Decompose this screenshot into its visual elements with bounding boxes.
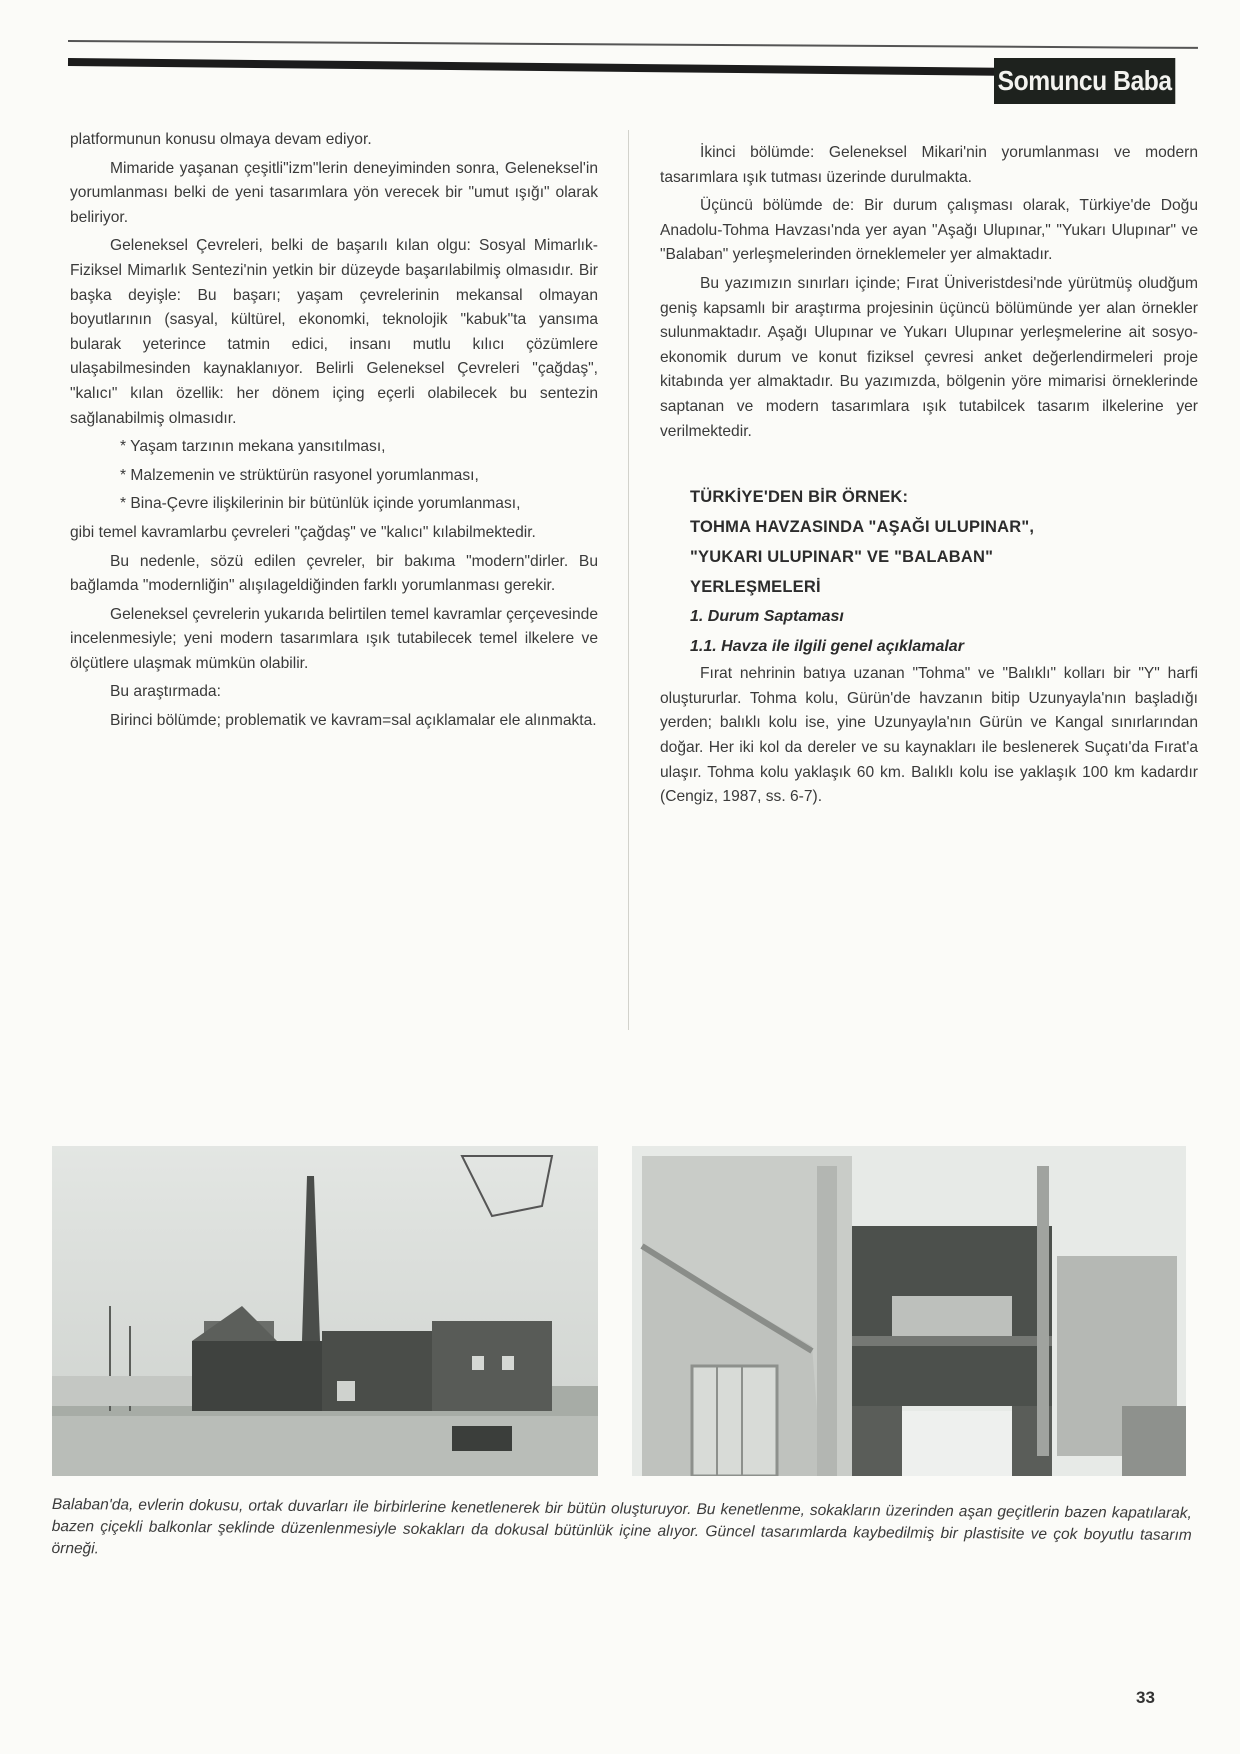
heading-line: TOHMA HAVZASINDA "AŞAĞI ULUPINAR", [690, 518, 1035, 537]
heading-line: TÜRKİYE'DEN BİR ÖRNEK: [690, 488, 909, 507]
paragraph: Geleneksel Çevreleri, belki de başarılı kılan olgu: Sosyal Mimarlık-Fiziksel Mimarlık Sentezi'nin yetkin bir düzeyde başarılabilmiş olmasıdır. Bir başka deyişle: Bu başarı; yaşam çevrelerinin mekansal olmayan boyutlarının (sasyal, kültürel, ekonomki, teknolojik "kabuk"ta yansıma bularak yeterince tatmin edici, insanı mutlu kılıcı çözümlere ulaşabilmesinden kaynaklanıyor. Belirli Geleneksel Çevreleri "çağdaş", "kalıcı" kılan özellik: her dönem içing eçerli olabilecek bu sentezin sağlanabilmiş olmasıdır. [70, 237, 598, 427]
paragraph: gibi temel kavramlarbu çevreleri "çağdaş" ve "kalıcı" kılabilmektedir. [70, 523, 536, 541]
passage-photo-illustration [632, 1146, 1186, 1476]
paragraph: Fırat nehrinin batıya uzanan "Tohma" ve "Balıklı" kolları bir "Y" harfi oluştururlar. Tohma kolu, Gürün'de havzanın bitip Uzunyayla'nın başladığı yerden; balıklı kolu ise, yine Uzunyayla'nın Gürün ve Kangal sınırlarından doğar. Her iki kol da dereler ve su kaynakları ile beslenerek Suçatı'da Fırat'a ulaşır. Tohma kolu yaklaşık 60 km. Balıklı kolu ise yaklaşık 100 km kadardır (Cengiz, 1987, ss. 6-7). [660, 665, 1198, 806]
subheading: 1.1. Havza ile ilgili genel açıklamalar [690, 638, 964, 656]
section-heading [660, 482, 1198, 662]
paragraph: Bu araştırmada: [110, 683, 221, 701]
bullet-item: * Yaşam tarzının mekana yansıtılması, [120, 438, 386, 456]
photo-covered-passage [632, 1146, 1186, 1476]
heading-line: "YUKARI ULUPINAR" VE "BALABAN" [690, 548, 994, 567]
header-rule-thin [68, 40, 1198, 49]
right-column [660, 141, 1198, 814]
paragraph: Birinci bölümde; problematik ve kavram=sal açıklamalar ele alınmakta. [110, 712, 597, 730]
paragraph: Bu yazımızın sınırları içinde; Fırat Üniveristdesi'nde yürütmüş oludğum geniş kapsamlı bir araştırma projesinin üçüncü bölümünde yer alan örnekler sulunmaktadır. Aşağı Ulupınar ve Yukarı Ulupınar yerleşmelerine ait sosyo-ekonomik durum ve konut fiziksel çevresi anket değerlendirmeleri proje kitabında yer almaktadır. Bu yazımızda, bölgenin yöre mimarisi örneklerinde saptanan ve modern tasarımlara ışık tutabilcek tasarım ilkelerine yer verilmektedir. [660, 274, 1198, 440]
photo-village-minaret [52, 1146, 598, 1476]
paragraph: Mimaride yaşanan çeşitli"izm"lerin deneyiminden sonra, Geleneksel'in yorumlanması belki de yeni tasarımlara yön verecek bir "umut ışığı" olarak beliriyor. [70, 159, 598, 226]
column-divider [628, 130, 629, 1030]
bullet-item: * Bina-Çevre ilişkilerinin bir bütünlük içinde yorumlanması, [120, 495, 521, 513]
paragraph: platformunun konusu olmaya devam ediyor. [70, 131, 372, 148]
subheading: 1. Durum Saptaması [690, 608, 844, 626]
village-photo-illustration [52, 1146, 598, 1476]
masthead: Somuncu Baba [994, 58, 1175, 104]
photo-caption: Balaban'da, evlerin dokusu, ortak duvarları ile birbirlerine kenetlenerek bir bütün oluşturuyor. Bu kenetlenme, sokakların üzerinden aşan geçitlerin bazen kapatılarak, bazen çiçekli balkonlar şeklinde düzenlenmesiyle sokakları da dokusal bütünlük içine alıyor. Güncel tasarımlarda kaybedilmiş bir plastisite ve çok boyutlu tasarım örneği. [51, 1495, 1192, 1558]
heading-line: YERLEŞMELERİ [690, 578, 821, 597]
paragraph: İkinci bölümde: Geleneksel Mikari'nin yorumlanması ve modern tasarımlara ışık tutması üzerinde durulmakta. [660, 144, 1198, 186]
header-rule-thick [68, 58, 998, 76]
left-column [70, 128, 598, 738]
bullet-item: * Malzemenin ve strüktürün rasyonel yorumlanması, [120, 466, 479, 484]
paragraph: Geleneksel çevrelerin yukarıda belirtilen temel kavramlar çerçevesinde incelenmesiyle; yeni modern tasarımlara ışık tutabilecek temel ilkelere ve ölçütlere ulaşmak mümkün olabilir. [70, 605, 598, 672]
paragraph: Üçüncü bölümde de: Bir durum çalışması olarak, Türkiye'de Doğu Anadolu-Tohma Havzası'nda yer ayan "Aşağı Ulupınar," "Yukarı Ulupınar" ve "Balaban" yerleşmelerinden örneklemeler yer almaktadır. [660, 197, 1198, 264]
paragraph: Bu nedenle, sözü edilen çevreler, bir bakıma "modern"dirler. Bu bağlamda "modernliğin" alışılageldiğinden farklı yorumlanması gerekir. [70, 552, 598, 595]
page-number: 33 [1136, 1688, 1155, 1707]
